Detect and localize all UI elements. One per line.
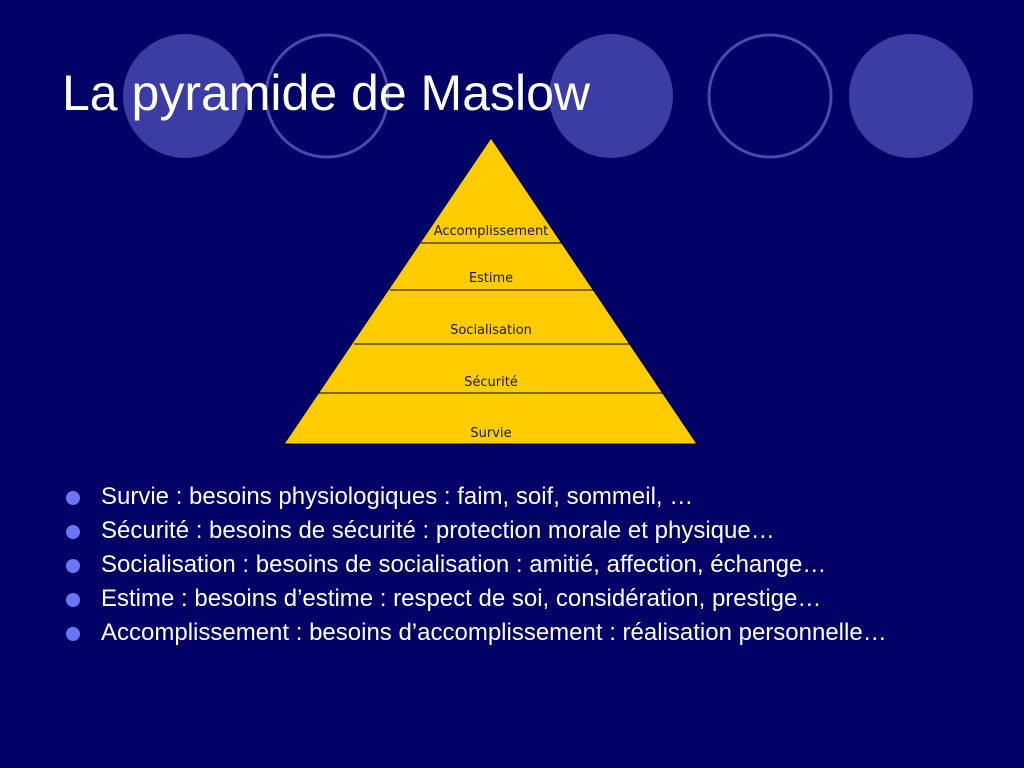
- list-item: [66, 550, 966, 580]
- maslow-pyramid: [276, 130, 706, 452]
- bullet-icon: [66, 559, 80, 573]
- list-item-text: Survie : besoins physiologiques : faim, soif, sommeil, …: [101, 483, 694, 510]
- pyramid-level-label: Sécurité: [464, 375, 518, 390]
- pyramid-level-label: Estime: [468, 271, 514, 286]
- list-item: [66, 584, 966, 614]
- decorative-circle: [849, 34, 973, 158]
- pyramid-level-label: Accomplissement: [433, 224, 549, 239]
- bullet-icon: [66, 525, 80, 539]
- list-item: [66, 618, 966, 648]
- bullet-icon: [66, 627, 80, 641]
- bullet-list: [66, 482, 966, 652]
- pyramid-shape: [284, 138, 697, 444]
- list-item-text: Socialisation : besoins de socialisation : amitié, affection, échange…: [101, 551, 827, 578]
- bullet-icon: [66, 593, 80, 607]
- pyramid-level-label: Survie: [470, 426, 512, 441]
- list-item-text: Sécurité : besoins de sécurité : protection morale et physique…: [101, 517, 775, 544]
- decorative-circle: [709, 35, 831, 157]
- list-item: [66, 516, 966, 546]
- bullet-icon: [66, 491, 80, 505]
- slide-title: La pyramide de Maslow: [62, 65, 591, 121]
- list-item-text: Estime : besoins d’estime : respect de soi, considération, prestige…: [101, 585, 822, 612]
- list-item-text: Accomplissement : besoins d’accomplissement : réalisation personnelle…: [101, 619, 887, 646]
- pyramid-level-label: Socialisation: [450, 323, 532, 338]
- list-item: [66, 482, 966, 512]
